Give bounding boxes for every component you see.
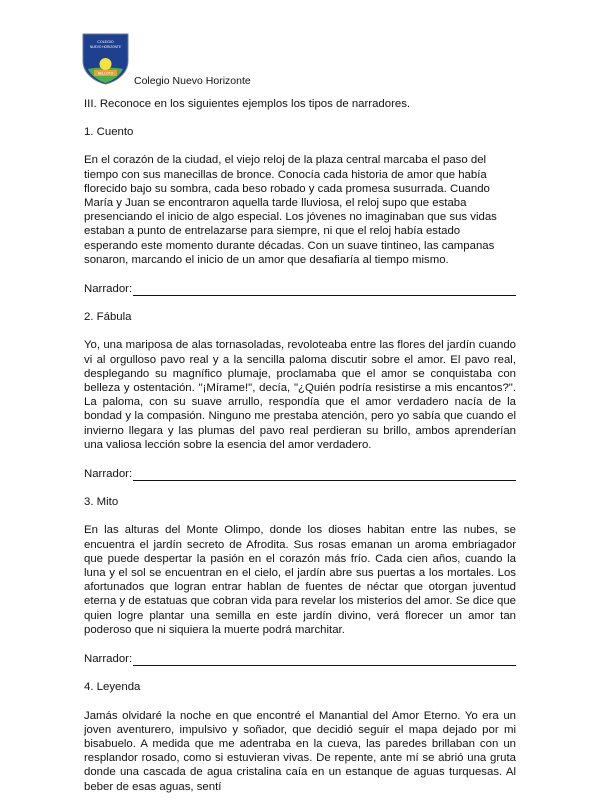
section-heading: 3. Mito: [84, 496, 119, 509]
logo-text-line-1: COLEGIO: [97, 40, 114, 44]
story-text: Jamás olvidaré la noche en que encontré el Manantial del Amor Eterno. Yo era un joven aventurero, impulsivo y soñador, que decidió seguir el mapa dejado por mi bisabuelo. A medida que me adentraba en la cueva, las paredes brillaban con un resplandor rosado, como si estuvieran vivas. De repente, ante mí se abrió una gruta donde una cascada de agua cristalina caía en un estanque de aguas turquesas. Al beber de esas aguas, sentí: [84, 709, 516, 793]
narrator-answer-line[interactable]: [133, 654, 516, 666]
section-heading: 1. Cuento: [84, 126, 134, 139]
narrator-answer-line[interactable]: [133, 284, 516, 296]
school-crest-logo: [82, 33, 129, 85]
narrator-label: Narrador:: [84, 468, 133, 481]
school-name: Colegio Nuevo Horizonte: [134, 75, 251, 87]
narrator-label: Narrador:: [84, 283, 133, 296]
section-heading: 2. Fábula: [84, 311, 132, 324]
narrator-answer-row: [84, 282, 516, 296]
narrator-answer-line[interactable]: [133, 469, 516, 481]
logo-text-line-2: NUEVO HORIZONTE: [90, 45, 121, 49]
narrator-label: Narrador:: [84, 653, 133, 666]
narrator-answer-row: [84, 467, 516, 481]
instruction-text: III. Reconoce en los siguientes ejemplos los tipos de narradores.: [84, 98, 411, 110]
narrator-answer-row: [84, 652, 516, 666]
story-text: Yo, una mariposa de alas tornasoladas, revoloteaba entre las flores del jardín cuando vi al orgulloso pavo real y a la sencilla paloma discutir sobre el amor. El pavo real, desplegando su magnífico plumaje, proclamaba que el amor se conquistaba con belleza y ostentación. "¡Mírame!", decía, "¿Quién podría resistirse a mis encantos?". La paloma, con su suave arrullo, respondía que el amor verdadero nacía de la bondad y la compasión. Ninguno me prestaba atención, pero yo sabía que cuando el invierno llegara y las plumas del pavo real perdieran su brillo, ambos aprenderían una valiosa lección sobre la esencia del amor verdadero.: [84, 339, 516, 451]
section-heading: 4. Leyenda: [84, 681, 141, 694]
story-text: En las alturas del Monte Olimpo, donde los dioses habitan entre las nubes, se encuentra el jardín secreto de Afrodita. Sus rosas emanan un aroma embriagador que puede despertar la pasión en el corazón más frío. Cada cien años, cuando la luna y el sol se encuentran en el cielo, el jardín abre sus puertas a los mortales. Los afortunados que logran entrar hablan de fuentes de néctar que otorgan juventud eterna y de estatuas que cobran vida para revelar los misterios del amor. Se dice que quien logre plantar una semilla en este jardín divino, verá florecer un amor tan poderoso que ni siquiera la muerte podrá marchitar.: [84, 524, 516, 636]
worksheet-content: [84, 97, 516, 809]
story-text: En el corazón de la ciudad, el viejo reloj de la plaza central marcaba el paso del tiempo con sus manecillas de bronce. Conocía cada historia de amor que había florecido bajo su sombra, cada beso robado y cada promesa susurrada. Cuando María y Juan se encontraron aquella tarde lluviosa, el reloj supo que estaba presenciando el inicio de algo especial. Los jóvenes no imaginaban que sus vidas estaban a punto de entrelazarse para siempre, ni que el reloj había estado esperando este momento durante décadas. Con un suave tintineo, las campanas sonaron, marcando el inicio de un amor que desafiaría al tiempo mismo.: [84, 154, 497, 266]
logo-text-line-3: BELLOTO: [97, 71, 114, 76]
